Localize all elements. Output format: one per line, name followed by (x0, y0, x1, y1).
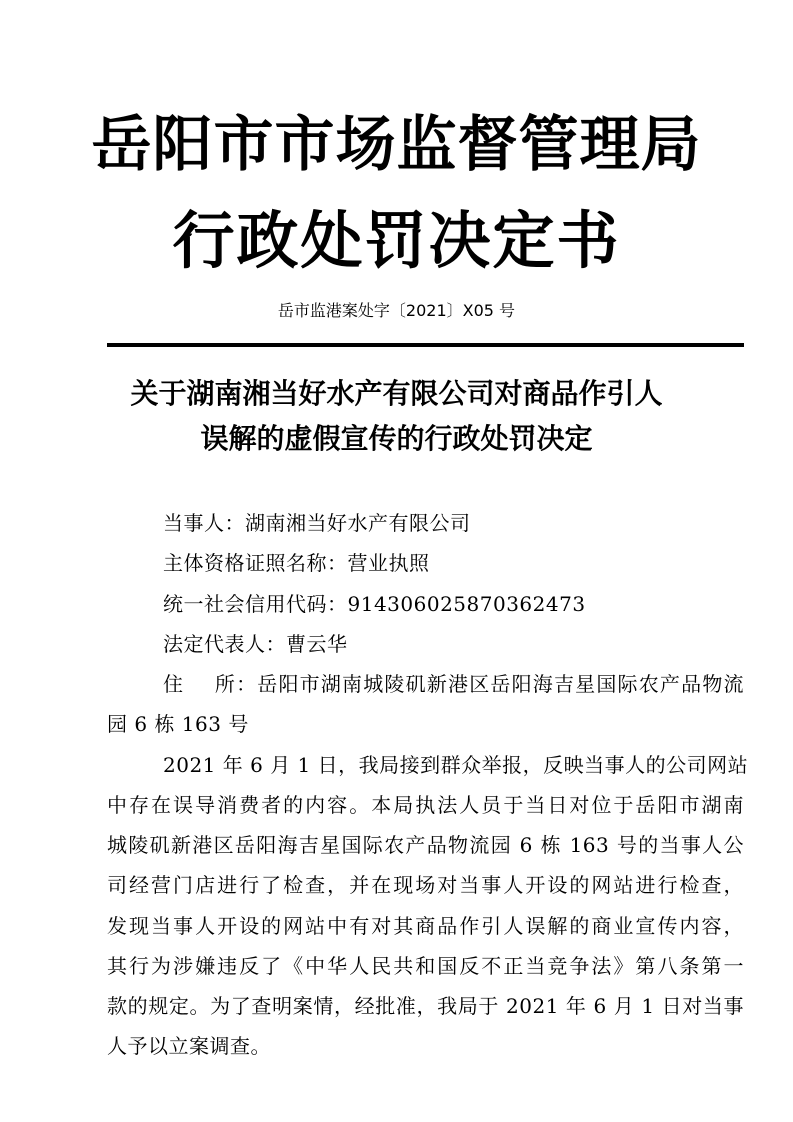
body-paragraph-line: 人予以立案调查。 (107, 1034, 271, 1058)
body-paragraph-line: 发现当事人开设的网站中有对其商品作引人误解的商业宣传内容， (107, 914, 744, 938)
document-number: 岳市监港案处字〔2021〕X05 号 (277, 301, 516, 320)
decision-subject-line2: 误解的虚假宣传的行政处罚决定 (200, 422, 593, 455)
page-title-document-type: 行政处罚决定书 (172, 204, 621, 277)
credit-code: 统一社会信用代码：914306025870362473 (163, 592, 586, 616)
body-paragraph-line: 款的规定。为了查明案情，经批准，我局于 2021 年 6 月 1 日对当事 (107, 994, 744, 1018)
body-paragraph-line: 其行为涉嫌违反了《中华人民共和国反不正当竞争法》第八条第一 (107, 954, 744, 978)
address-continuation: 园 6 栋 163 号 (107, 712, 249, 736)
legal-representative: 法定代表人：曹云华 (163, 632, 348, 656)
body-paragraph-line: 城陵矶新港区岳阳海吉星国际农产品物流园 6 栋 163 号的当事人公 (107, 833, 744, 857)
address-label-part2: 所：岳阳市湖南城陵矶新港区岳阳海吉星国际农产品物流 (214, 672, 745, 696)
body-paragraph-line: 2021 年 6 月 1 日，我局接到群众举报，反映当事人的公司网站 (163, 753, 749, 777)
body-paragraph-line: 中存在误导消费者的内容。本局执法人员于当日对位于岳阳市湖南 (107, 793, 744, 817)
page-title-agency: 岳阳市市场监督管理局 (91, 110, 702, 180)
address-label-part1: 住 (163, 672, 185, 696)
decision-subject-line1: 关于湖南湘当好水产有限公司对商品作引人 (130, 377, 663, 410)
body-paragraph-line: 司经营门店进行了检查，并在现场对当事人开设的网站进行检查， (107, 873, 744, 897)
header-divider (107, 343, 744, 347)
license-type: 主体资格证照名称：营业执照 (163, 551, 430, 575)
party-name: 当事人：湖南湘当好水产有限公司 (163, 511, 471, 535)
address-line (163, 674, 744, 694)
